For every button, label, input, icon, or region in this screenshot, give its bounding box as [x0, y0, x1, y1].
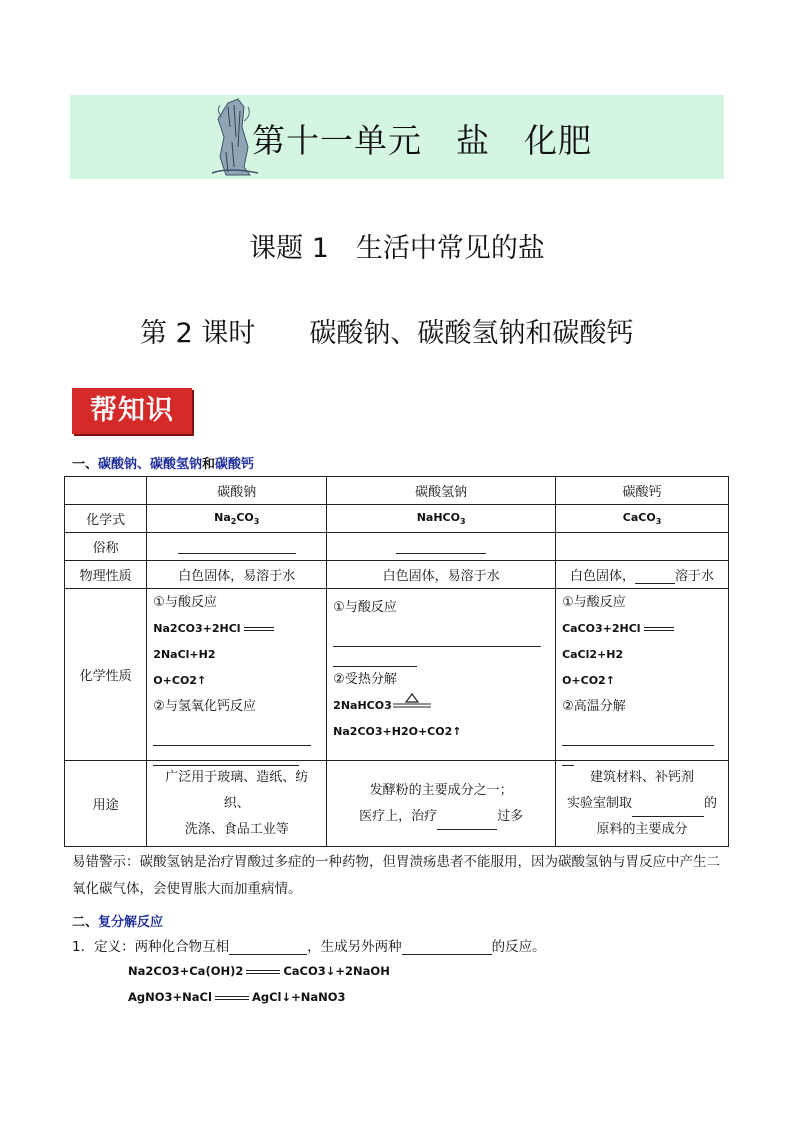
header-na2co3: 碳酸钠 [147, 477, 327, 505]
section1-heading [72, 453, 254, 472]
caco3-acid-equation: CaCO3+2HClCaCl2+H2 [562, 616, 722, 668]
row-label-chemical: 化学性质 [65, 589, 147, 761]
chemical-na2co3: ①与酸反应 Na2CO3+2HCl2NaCl+H2 O+CO2↑ ②与氢氧化钙反应 [147, 589, 327, 761]
common-name-na2co3-blank[interactable] [147, 533, 327, 561]
salts-comparison-table [64, 476, 729, 847]
section1-part3: 碳酸钙 [215, 457, 255, 472]
header-caco3: 碳酸钙 [556, 477, 729, 505]
section2-title: 复分解反应 [98, 915, 164, 930]
na2co3-base-blank-2[interactable] [153, 740, 320, 760]
heat-triangle-icon [392, 693, 432, 709]
definition-blank-2[interactable] [402, 940, 492, 955]
table-row-chemical [65, 589, 729, 761]
common-name-caco3-empty [556, 533, 729, 561]
row-label-use: 用途 [65, 761, 147, 847]
warning-note: 易错警示：碳酸氢钠是治疗胃酸过多症的一种药物，但胃溃疡患者不能服用，因为碳酸氢钠与胃反应中产生二氧化碳气体，会使胃胀大而加重病情。 [72, 854, 720, 897]
table-header-row [65, 477, 729, 505]
section2-heading [72, 911, 163, 930]
formula-nahco3: NaHCO$_3$ [327, 505, 556, 533]
period-title: 第 2 课时 碳酸钠、碳酸氢钠和碳酸钙 [140, 318, 634, 349]
physical-caco3: 白色固体， 溶于水 [556, 561, 729, 589]
header-cell-empty [65, 477, 147, 505]
common-name-nahco3-blank[interactable] [327, 533, 556, 561]
use-caco3: 建筑材料、补钙剂 实验室制取 的 原料的主要成分 [556, 761, 729, 847]
section-badge: 帮知识 [72, 388, 192, 434]
na2co3-acid-equation: Na2CO3+2HCl2NaCl+H2 [153, 616, 320, 668]
chemical-caco3: ①与酸反应 CaCO3+2HClCaCl2+H2 O+CO2↑ ②高温分解 [556, 589, 729, 761]
section1-num: 一、 [72, 457, 99, 472]
use-nahco3: 发酵粉的主要成分之一； 医疗上，治疗 过多 [327, 761, 556, 847]
row-label-formula: 化学式 [65, 505, 147, 533]
lesson-title: 课题 1 生活中常见的盐 [249, 233, 545, 264]
physical-na2co3: 白色固体，易溶于水 [147, 561, 327, 589]
unit-title: 第十一单元 盐 化肥 [252, 121, 592, 160]
row-label-common-name: 俗称 [65, 533, 147, 561]
table-row-physical [65, 561, 729, 589]
formula-na2co3: $Na_2CO_3$ [147, 505, 327, 533]
nahco3-heat-equation: 2NaHCO3 Na2CO3+H2O+CO2↑ [333, 693, 549, 745]
example-equation-2: AgNO3+NaCl AgCl↓+NaNO3 [128, 990, 346, 1004]
caco3-heat-blank-1[interactable] [562, 720, 722, 740]
table-row-formula [65, 505, 729, 533]
na2co3-base-blank-1[interactable] [153, 720, 320, 740]
treatment-blank[interactable] [437, 815, 497, 830]
use-na2co3: 广泛用于玻璃、造纸、纺织、 洗涤、食品工业等 [147, 761, 327, 847]
definition-line: 1．定义：两种化合物互相 ，生成另外两种 的反应。 [72, 939, 546, 955]
solubility-blank[interactable] [635, 569, 675, 584]
chemical-nahco3: ①与酸反应 ②受热分解 2NaHCO3 Na2CO3+H2O+CO2↑ [327, 589, 556, 761]
definition-blank-1[interactable] [229, 940, 307, 955]
section2-num: 二、 [72, 915, 99, 930]
table-row-use [65, 761, 729, 847]
lab-prep-blank[interactable] [632, 802, 704, 817]
section1-part1: 碳酸钠、碳酸氢钠 [98, 457, 203, 472]
example-equation-1: Na2CO3+Ca(OH)2 CaCO3↓+2NaOH [128, 964, 390, 978]
row-label-physical: 物理性质 [65, 561, 147, 589]
unit-banner [70, 95, 724, 179]
header-nahco3: 碳酸氢钠 [327, 477, 556, 505]
physical-nahco3: 白色固体，易溶于水 [327, 561, 556, 589]
nahco3-acid-blank-1[interactable] [333, 621, 549, 641]
section1-part2: 和 [202, 457, 216, 472]
formula-caco3: CaCO$_3$ [556, 505, 729, 533]
table-row-common-name [65, 533, 729, 561]
